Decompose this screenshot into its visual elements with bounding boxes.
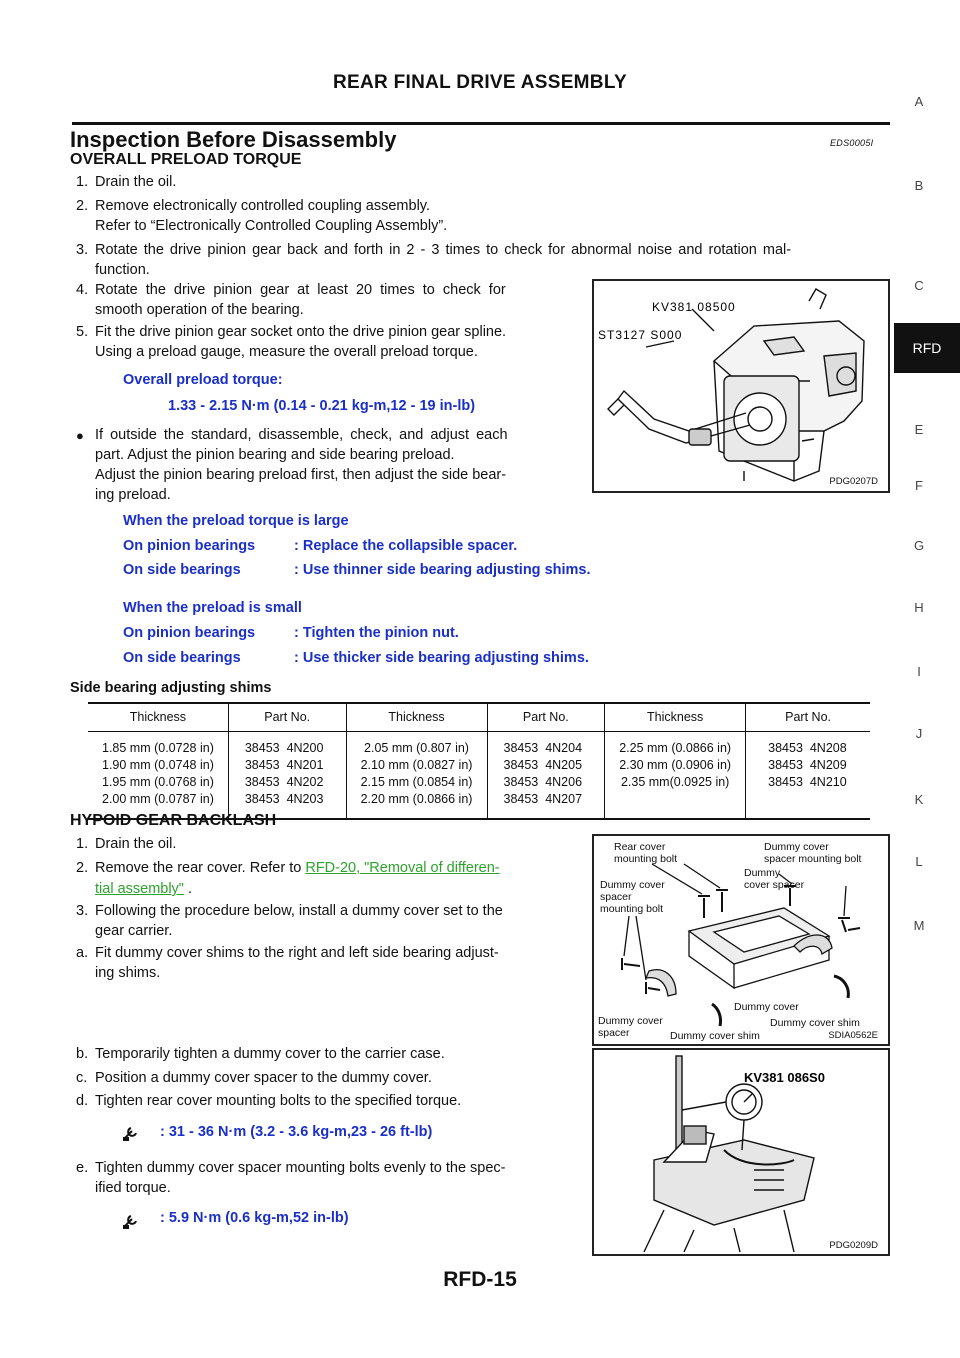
side-index-c[interactable]: C (914, 278, 924, 293)
side-index-j[interactable]: J (915, 726, 923, 741)
side-index-i[interactable]: I (917, 664, 921, 679)
removal-differential-link-cont[interactable]: tial assembly" (95, 881, 184, 897)
torque-wrench-icon (122, 1124, 140, 1142)
bullet-line-1: If outside the standard, disassemble, check, and adjust each (95, 427, 508, 443)
figure-2-code: SDIA0562E (828, 1030, 878, 1041)
cell-value: 38453 4N204 (503, 741, 583, 755)
cell-value: 1.95 mm (0.0768 in) (102, 775, 214, 789)
side-index-rfd-tab[interactable]: RFD (894, 323, 960, 373)
step-num: a. (76, 945, 89, 961)
side-index-f[interactable]: F (915, 478, 923, 493)
step-5 (76, 322, 507, 360)
side-index-a[interactable]: A (914, 94, 924, 109)
shims-cell-part (228, 732, 346, 820)
cell-value: 2.30 mm (0.0906 in) (619, 758, 732, 772)
small-title: When the preload is small (123, 600, 302, 616)
shims-header-row (88, 703, 870, 732)
section-code: EDS0005I (830, 138, 874, 148)
step-text: Position a dummy cover spacer to the dummy cover. (95, 1070, 432, 1086)
step-text: ified torque. (95, 1180, 171, 1196)
step-num: 3. (76, 903, 89, 919)
bullet-line-2: part. Adjust the pinion bearing and side bearing preload. (95, 447, 455, 463)
fig2-label: Dummy cover (734, 1001, 799, 1013)
shims-col-header: Thickness (88, 703, 228, 732)
fig2-label: Dummy cover shim (670, 1030, 760, 1042)
hypoid-step-1 (76, 834, 177, 855)
header-rule (72, 122, 890, 125)
step-3-num: 3. (76, 242, 89, 258)
small-r2-value: : Use thicker side bearing adjusting shims. (294, 650, 589, 666)
side-index-l[interactable]: L (915, 854, 923, 869)
step-text: gear carrier. (95, 923, 173, 939)
fig2-label: Dummy (744, 867, 781, 879)
step-text: ing shims. (95, 965, 161, 981)
large-r2-value: : Use thinner side bearing adjusting shims. (294, 562, 591, 578)
cell-value: 38453 4N203 (244, 792, 324, 806)
step-3-text-2: function. (95, 262, 150, 278)
step-num: 2. (76, 860, 89, 876)
hypoid-step-2 (76, 858, 500, 897)
step-text: Drain the oil. (95, 836, 177, 852)
shims-col-header: Part No. (487, 703, 605, 732)
bullet-line-3: Adjust the pinion bearing preload first, then adjust the side bear- (95, 467, 507, 483)
step-3 (76, 240, 792, 278)
step-1-text: Drain the oil. (95, 174, 177, 190)
shims-cell-thickness (346, 732, 487, 820)
figure-3-code: PDG0209D (829, 1240, 878, 1251)
step-2-text-2: Refer to “Electronically Controlled Coupling Assembly”. (95, 218, 448, 234)
shims-col-header: Thickness (605, 703, 746, 732)
step-text: Tighten rear cover mounting bolts to the specified torque. (95, 1093, 462, 1109)
step-5-num: 5. (76, 324, 89, 340)
step-num: d. (76, 1093, 89, 1109)
fig1-label-b: ST3127 S000 (598, 328, 683, 342)
small-r1-label: On pinion bearings (123, 625, 256, 641)
cell-value: 38453 4N200 (244, 741, 324, 755)
cell-value: 38453 4N202 (244, 775, 324, 789)
bullet-dot: ● (76, 428, 84, 443)
fig2-label: Dummy cover shim (770, 1017, 860, 1029)
hypoid-heading: HYPOID GEAR BACKLASH (70, 812, 277, 829)
cell-value: 38453 4N208 (768, 741, 847, 755)
hypoid-step-3 (76, 901, 503, 939)
fig3-label: KV381 086S0 (744, 1070, 825, 1085)
hypoid-step-b (76, 1044, 445, 1065)
step-text: Temporarily tighten a dummy cover to the carrier case. (95, 1046, 445, 1062)
step-text: . (183, 881, 193, 897)
overall-spec-value: 1.33 - 2.15 N·m (0.14 - 0.21 kg-m,12 - 19 in-lb) (168, 398, 476, 414)
side-index-b[interactable]: B (914, 178, 924, 193)
large-r2-label: On side bearings (123, 562, 241, 578)
final-drive-illustration (594, 281, 888, 491)
cell-value: 2.20 mm (0.0866 in) (360, 792, 473, 806)
fig2-label: Rear cover (614, 841, 666, 853)
shims-cell-part (487, 732, 605, 820)
overall-spec-label: Overall preload torque: (123, 372, 283, 388)
step-num: b. (76, 1046, 89, 1062)
figure-preload-gauge (592, 279, 890, 493)
torque-value-2: : 5.9 N·m (0.6 kg-m,52 in-lb) (160, 1210, 349, 1226)
step-4-text-2: smooth operation of the bearing. (95, 302, 304, 318)
cell-value: 2.05 mm (0.807 in) (364, 741, 469, 755)
step-text: Fit dummy cover shims to the right and left side bearing adjust- (95, 945, 499, 961)
page-header: REAR FINAL DRIVE ASSEMBLY (333, 72, 627, 93)
dummy-cover-exploded-illustration (594, 836, 888, 1044)
side-index-g[interactable]: G (913, 538, 925, 553)
shims-cell-thickness (88, 732, 228, 820)
hypoid-step-a (76, 943, 499, 981)
cell-value: 1.90 mm (0.0748 in) (102, 758, 214, 772)
cell-value: 2.15 mm (0.0854 in) (360, 775, 473, 789)
small-r1-value: : Tighten the pinion nut. (294, 625, 459, 641)
fig2-label: spacer (598, 1027, 630, 1039)
hypoid-step-e (76, 1158, 506, 1196)
step-3-text: Rotate the drive pinion gear back and forth in 2 - 3 times to check for abnormal noise and rotation mal- (95, 242, 792, 258)
bullet-line-4: ing preload. (95, 487, 171, 503)
fig2-label: spacer mounting bolt (764, 853, 862, 865)
side-index-k[interactable]: K (914, 792, 924, 807)
step-text: Tighten dummy cover spacer mounting bolts evenly to the spec- (95, 1160, 506, 1176)
step-5-text: Fit the drive pinion gear socket onto the drive pinion gear spline. (95, 324, 507, 340)
fig2-label: Dummy cover (764, 841, 829, 853)
step-4-text: Rotate the drive pinion gear at least 20 times to check for (95, 282, 506, 298)
fig2-label: mounting bolt (600, 903, 664, 915)
hypoid-step-d (76, 1091, 462, 1112)
step-num: 1. (76, 836, 89, 852)
step-2-num: 2. (76, 198, 89, 214)
shims-col-header: Part No. (746, 703, 870, 732)
figure-dummy-cover (592, 834, 890, 1046)
table-row (88, 732, 870, 820)
torque-value-1: : 31 - 36 N·m (3.2 - 3.6 kg-m,23 - 26 ft-lb) (160, 1124, 433, 1140)
step-2-text: Remove electronically controlled coupling assembly. (95, 198, 431, 214)
figure-dial-indicator (592, 1048, 890, 1256)
cell-value: 38453 4N205 (503, 758, 583, 772)
shims-cell-thickness (605, 732, 746, 820)
step-2 (76, 196, 448, 234)
shims-col-header: Thickness (346, 703, 487, 732)
step-4 (76, 280, 506, 318)
step-1 (76, 172, 177, 193)
cell-value: 38453 4N201 (244, 758, 324, 772)
side-index-e[interactable]: E (914, 422, 924, 437)
removal-differential-link[interactable]: RFD-20, "Removal of differen- (305, 860, 500, 876)
step-4-num: 4. (76, 282, 89, 298)
step-num: c. (76, 1070, 88, 1086)
step-text: Remove the rear cover. Refer to (95, 860, 306, 876)
section-title: Inspection Before Disassembly (70, 127, 397, 152)
shims-col-header: Part No. (228, 703, 346, 732)
fig2-label: mounting bolt (614, 853, 678, 865)
side-index-m[interactable]: M (913, 918, 925, 933)
hypoid-step-c (76, 1068, 432, 1089)
large-title: When the preload torque is large (123, 513, 349, 529)
cell-value: 2.10 mm (0.0827 in) (360, 758, 473, 772)
step-num: e. (76, 1160, 89, 1176)
large-r1-label: On pinion bearings (123, 538, 256, 554)
cell-value: 38453 4N209 (768, 758, 847, 772)
cell-value: 38453 4N210 (768, 775, 847, 789)
cell-value: 38453 4N207 (503, 792, 583, 806)
fig2-label: cover spacer (744, 879, 805, 891)
fig2-label: spacer (600, 891, 632, 903)
fig2-label: Dummy cover (600, 879, 665, 891)
shims-table (88, 702, 870, 820)
cell-value: 38453 4N206 (503, 775, 583, 789)
step-text: Following the procedure below, install a dummy cover set to the (95, 903, 503, 919)
cell-value: 2.00 mm (0.0787 in) (102, 792, 214, 806)
figure-1-code: PDG0207D (829, 476, 878, 487)
small-r2-label: On side bearings (123, 650, 241, 666)
large-r1-value: : Replace the collapsible spacer. (294, 538, 518, 554)
side-index-h[interactable]: H (914, 600, 924, 615)
fig2-label: Dummy cover (598, 1015, 663, 1027)
cell-value: 2.35 mm(0.0925 in) (620, 775, 730, 789)
step-1-num: 1. (76, 174, 89, 190)
cell-value: 1.85 mm (0.0728 in) (102, 741, 214, 755)
page-number: RFD-15 (443, 1268, 517, 1291)
torque-wrench-icon (122, 1212, 140, 1230)
shims-cell-part (746, 732, 870, 820)
fig1-label-a: KV381 08500 (652, 300, 736, 314)
dial-indicator-illustration (594, 1050, 888, 1254)
overall-heading: OVERALL PRELOAD TORQUE (70, 151, 302, 168)
shims-heading: Side bearing adjusting shims (70, 680, 272, 696)
cell-value: 2.25 mm (0.0866 in) (619, 741, 732, 755)
step-5-text-2: Using a preload gauge, measure the overall preload torque. (95, 344, 478, 360)
